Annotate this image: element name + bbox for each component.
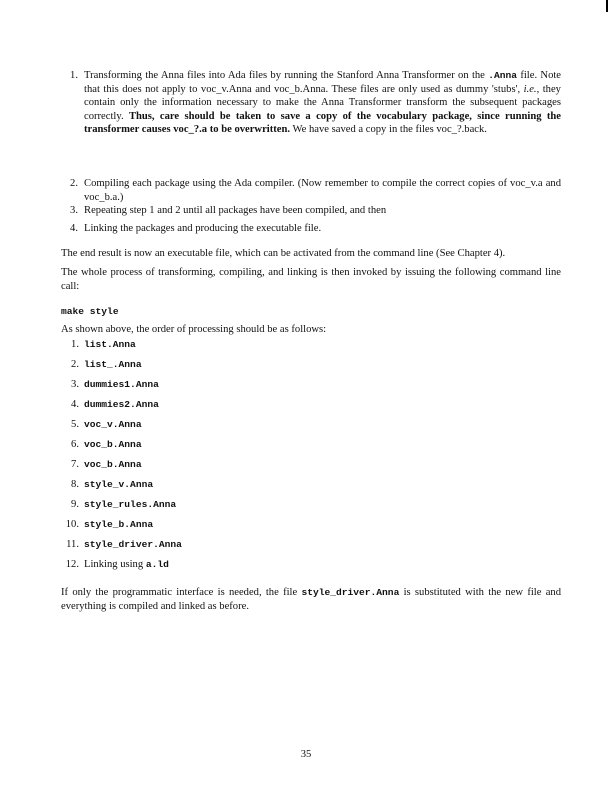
order-filename: voc_b.Anna bbox=[84, 439, 142, 450]
scan-margin-mark bbox=[606, 0, 608, 12]
order-number: 4. bbox=[71, 399, 79, 410]
order-number: 6. bbox=[71, 439, 79, 450]
order-item bbox=[62, 458, 142, 472]
command-make-style: make style bbox=[61, 306, 119, 317]
order-number: 3. bbox=[71, 379, 79, 390]
text: is substituted with the new file and everything is compiled and linked as before. bbox=[61, 587, 561, 612]
order-item bbox=[62, 378, 159, 392]
order-item bbox=[62, 478, 153, 492]
order-number: 2. bbox=[71, 359, 79, 370]
page-number: 35 bbox=[300, 749, 312, 760]
step-text: Linking the packages and producing the executable file. bbox=[84, 223, 322, 234]
order-filename: style_b.Anna bbox=[84, 519, 154, 530]
order-filename: voc_v.Anna bbox=[84, 419, 142, 430]
order-number: 10. bbox=[65, 519, 79, 530]
order-item bbox=[62, 538, 182, 552]
order-filename: style_v.Anna bbox=[84, 479, 154, 490]
text: If only the programmatic interface is needed, the file bbox=[61, 587, 302, 598]
step-text: file. Note that this does not apply to voc_v.Anna and voc_b.Anna. These files are only used as dummy 'stubs', bbox=[84, 70, 562, 95]
order-text: Linking using bbox=[84, 559, 146, 570]
order-number: 5. bbox=[71, 419, 79, 430]
order-filename: list_.Anna bbox=[84, 359, 142, 370]
order-item bbox=[62, 518, 153, 532]
paragraph-end-result: The end result is now an executable file, which can be activated from the command line (See Chapter 4). bbox=[61, 248, 506, 259]
order-item bbox=[62, 398, 159, 412]
order-item bbox=[62, 358, 142, 372]
order-number: 1. bbox=[71, 339, 79, 350]
order-filename: dummies1.Anna bbox=[84, 379, 159, 390]
order-filename: a.ld bbox=[145, 559, 169, 570]
order-item bbox=[62, 418, 142, 432]
order-number: 11. bbox=[66, 539, 79, 550]
order-filename: style_rules.Anna bbox=[84, 499, 177, 510]
order-filename: list.Anna bbox=[84, 339, 136, 350]
order-number: 8. bbox=[71, 479, 79, 490]
order-number: 7. bbox=[71, 459, 79, 470]
order-item bbox=[62, 338, 136, 352]
step-text: Repeating step 1 and 2 until all packages have been compiled, and then bbox=[84, 205, 387, 216]
filename: style_driver.Anna bbox=[301, 587, 400, 598]
order-filename: dummies2.Anna bbox=[84, 399, 159, 410]
step-number: 2. bbox=[70, 178, 78, 189]
order-item bbox=[62, 438, 142, 452]
paragraph-final bbox=[61, 586, 561, 613]
step-text: .Anna bbox=[488, 70, 518, 81]
step-item bbox=[84, 204, 561, 218]
order-number: 12. bbox=[65, 559, 79, 570]
order-filename: voc_b.Anna bbox=[84, 459, 142, 470]
step-item bbox=[84, 69, 561, 137]
step-number: 1. bbox=[70, 70, 78, 81]
step-text: , they contain only the information necessary to make the Anna Transformer transform the subsequent packages correctly. bbox=[84, 83, 561, 122]
step-item bbox=[84, 177, 561, 204]
step-item bbox=[84, 222, 561, 236]
step-text: Thus, care should be taken to save a copy of the vocabulary package, since running the transformer causes voc_?.a to be overwritten. bbox=[84, 110, 561, 136]
order-filename: style_driver.Anna bbox=[84, 539, 182, 550]
order-item bbox=[62, 558, 169, 572]
paragraph-whole-process: The whole process of transforming, compiling, and linking is then invoked by issuing the following command line call: bbox=[61, 267, 561, 292]
step-text: Compiling each package using the Ada compiler. (Now remember to compile the correct copies of voc_v.a and voc_b.a.) bbox=[84, 178, 561, 203]
order-number: 9. bbox=[71, 499, 79, 510]
paragraph-order: As shown above, the order of processing should be as follows: bbox=[61, 324, 327, 335]
step-text: Transforming the Anna files into Ada files by running the Stanford Anna Transformer on the bbox=[84, 70, 489, 81]
step-number: 4. bbox=[70, 223, 78, 234]
order-item bbox=[62, 498, 176, 512]
step-number: 3. bbox=[70, 205, 78, 216]
step-text: We have saved a copy in the files voc_?.back. bbox=[290, 124, 487, 136]
step-text: i.e. bbox=[523, 83, 537, 95]
